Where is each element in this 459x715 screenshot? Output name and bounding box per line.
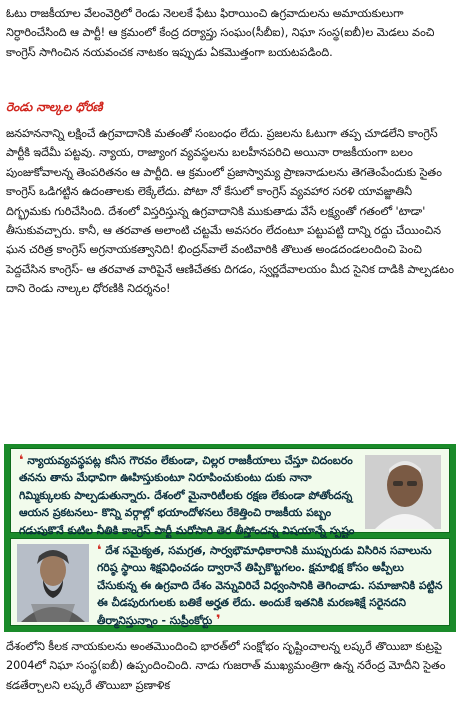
portrait-photo-afzal-guru bbox=[17, 544, 89, 622]
quote-body-1: న్యాయవ్యవస్థపట్ల కనీస గౌరవం లేకుండా, చిల్లర రాజకీయాలు చేస్తూ చిదంబరం తనను తాను మేధావిగా ఊహిస్తుకుంటూ నిరూపించుకుంటు దుకు నానా గిమ్మిక్కులకు పాల్పడుతున్నారు. దేశంలో మైనారిటీలకు రక్షణ లేకుండా పోతోందన్న ఆయన ప్రకటనలు- కొన్ని వర్గాల్లో భయాందోళనలు రేకెత్తించి రాజకీయ పబ్బం గడుపుకొనే కుటిల నీతికి కాంగ్రెస్ పార్టీ మరోసారి తెర తీస్తోందన్న విషయాన్నే స్పష్టం bbox=[19, 454, 355, 537]
quote-body-2: దేశ సమైక్యత, సమగ్రత, సార్వభౌమాధికారానికి ముప్పురుడు విసిరిన సవాలును గరిష్ఠ స్థాయి శిక్షవిధించడం ద్వారానే తిప్పికొట్టగలం. క్షమాభిక్ష కోసం అప్పీలు చేసుకున్న ఈ ఉగ్రవాది దేశం వెన్నువిరిచే విధ్వంసానికి తెగించాడు. సమాజానికి పట్టిన ఈ చీడపురుగులకు బతికే అర్హత లేదు. అందుకే ఇతనికి మరణశిక్షే సరైనదని తీర్మానిస్తున్నాం bbox=[97, 544, 443, 627]
quote-panel bbox=[4, 444, 456, 632]
portrait-illustration-1 bbox=[365, 455, 441, 529]
intro-paragraph: ఓటు రాజకీయాల వేలంవెర్రిలో రెండు నెలలకే ఫేటు ఫిరాయించి ఉగ్రవాదులను అమాయకులుగా నిర్ధారించేసింది ఆ పార్టీ! ఆ క్రమంలో కేంద్ర దర్యాప్తు సంఘం(సీబీఐ), నిఘా సంస్థ(ఐబీ)ల మెడలు వంచి కాంగ్రెస్ సాగించిన నయవంచక నాటకం ఇప్పుడు ఏకమొత్తంగా బయటపడింది. bbox=[6, 7, 435, 59]
open-quote-mark: ❛ bbox=[19, 453, 24, 468]
quote-box-afzal-guru bbox=[10, 538, 450, 626]
section-subheading: రెండు నాల్కల ధోరణి bbox=[6, 100, 103, 114]
close-quote-mark: ❜ bbox=[215, 612, 221, 628]
portrait-photo-chidambaram bbox=[365, 455, 441, 529]
open-quote-mark: ❛ bbox=[97, 543, 102, 558]
quote-attribution: - సుప్రీంకోర్టు bbox=[161, 613, 213, 627]
portrait-illustration-2 bbox=[17, 544, 89, 622]
quote-box-chidambaram bbox=[10, 448, 450, 537]
outro-paragraph: దేశంలోని కీలక నాయకులను అంతమొందించి భారత్‌లో సంక్షోభం సృష్టించాలన్న లష్కరే తొయిబా కుట్రపై 2004లో నిఘా సంస్థ(ఐబీ) ఉప్పందించింది. నాడు గుజరాత్ ముఖ్యమంత్రిగా ఉన్న నరేంద్ర మోదీని సైతం కడతేర్చాలని లష్కరే తొయిబా ప్రణాళిక bbox=[6, 640, 446, 692]
quote-text-2 bbox=[97, 542, 447, 629]
body-paragraph: జనహననాన్ని లక్షించే ఉగ్రవాదానికి మతంతో సంబంధం లేదు. ప్రజలను ఓటుగా తప్ప చూడలేని కాంగ్రెస్ పార్టీకి ఇదేమీ పట్టవు. న్యాయ, రాజ్యాంగ వ్యవస్థలను బలహీనపరిచి అయినా రాజకీయంగా బలం పుంజుకోవాలన్న తెంపరితనం ఆ పార్టీది. ఆ క్రమంలో ప్రజాస్వామ్య ప్రాణనాడులను తెగతెంపేందుకు సైతం కాంగ్రెస్ ఒడిగట్టిన ఉదంతాలకు లెక్కేలేదు. పోటా నో కేసులో కాంగ్రెస్ వ్యవహార సరళి యావజ్జాతినీ దిగ్భ్రమకు గురిచేసింది. దేశంలో విస్తరిస్తున్న ఉగ్రవాదానికి ముకుతాడు వేసే లక్ష్యంతో గతంలో 'టాడా' తీసుకువచ్చారు. కానీ, ఆ తరవాత అలాంటి చట్టమే అవసరం లేదంటూ పట్టుపట్టి దాన్ని రద్దు చేయించిన ఘన చరిత్ర కాంగ్రెస్ అగ్రనాయకత్వానిది! భింద్రన్‌వాలే వంటివారికి తొలుత అండదండలందించి పెంచి పెద్దచేసిన కాంగ్రెస్- ఆ తరవాత వారిపైనే ఆణిచేతకు దిగడం, స్వర్ణదేవాలయం మీద సైనిక దాడికి పాల్పడటం దాని రెండు నాల్కల ధోరణికి నిదర్శనం! bbox=[6, 127, 454, 296]
